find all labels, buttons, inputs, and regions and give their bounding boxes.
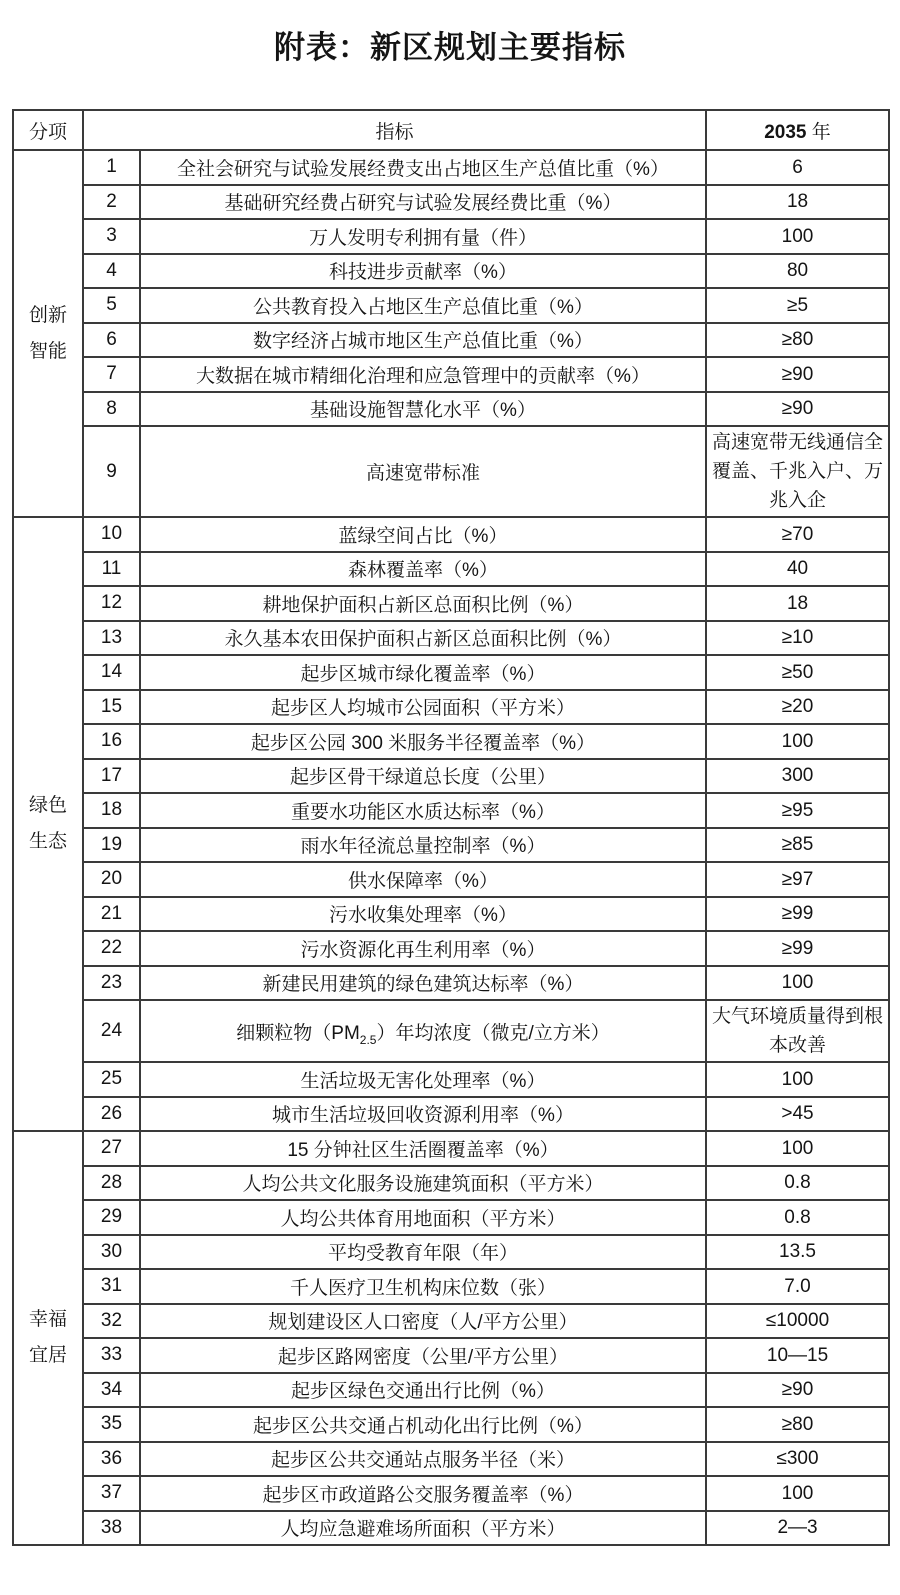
indicator-cell: 永久基本农田保护面积占新区总面积比例（%）: [140, 621, 706, 656]
indicator-text: ）年均浓度（微克/立方米）: [376, 1022, 610, 1044]
table-row: [13, 1235, 889, 1270]
value-cell: ≤300: [706, 1442, 889, 1477]
row-number-cell: 19: [83, 828, 140, 863]
value-cell: 100: [706, 966, 889, 1001]
indicator-cell: 数字经济占城市地区生产总值比重（%）: [140, 323, 706, 358]
indicator-cell: 起步区路网密度（公里/平方公里）: [140, 1338, 706, 1373]
table-row: [13, 1097, 889, 1132]
row-number-cell: 8: [83, 392, 140, 427]
row-number-cell: 1: [83, 150, 140, 185]
table-row: [13, 931, 889, 966]
row-number-cell: 36: [83, 1442, 140, 1477]
indicator-cell: 供水保障率（%）: [140, 862, 706, 897]
row-number-cell: 20: [83, 862, 140, 897]
header-row: [13, 110, 889, 150]
row-number-cell: 3: [83, 219, 140, 254]
table-row: [13, 1338, 889, 1373]
category-label-line: 创新: [28, 304, 67, 326]
value-cell: ≥90: [706, 392, 889, 427]
indicators-table: [12, 109, 890, 1546]
indicator-text: 细颗粒物（PM: [236, 1022, 360, 1044]
category-label-line: 生态: [28, 831, 67, 852]
row-number-cell: 28: [83, 1166, 140, 1201]
category-cell: [13, 150, 83, 517]
table-row: [13, 517, 889, 552]
row-number-cell: 26: [83, 1097, 140, 1132]
row-number-cell: 33: [83, 1338, 140, 1373]
table-row: [13, 323, 889, 358]
row-number-cell: 7: [83, 357, 140, 392]
value-cell: 大气环境质量得到根本改善: [706, 1000, 889, 1062]
value-cell: 6: [706, 150, 889, 185]
row-number-cell: 35: [83, 1407, 140, 1442]
table-row: [13, 1373, 889, 1408]
indicator-cell: 高速宽带标准: [140, 426, 706, 517]
table-row: [13, 724, 889, 759]
row-number-cell: 16: [83, 724, 140, 759]
row-number-cell: 18: [83, 793, 140, 828]
header-category: 分项: [13, 110, 83, 150]
indicators-table-container: [12, 109, 888, 1546]
row-number-cell: 5: [83, 288, 140, 323]
indicator-cell: 新建民用建筑的绿色建筑达标率（%）: [140, 966, 706, 1001]
indicator-cell: 城市生活垃圾回收资源利用率（%）: [140, 1097, 706, 1132]
value-cell: 高速宽带无线通信全覆盖、千兆入户、万兆入企: [706, 426, 889, 517]
table-row: [13, 1269, 889, 1304]
row-number-cell: 17: [83, 759, 140, 794]
table-row: [13, 621, 889, 656]
indicator-subscript: 2.5: [359, 1032, 377, 1047]
table-row: [13, 1407, 889, 1442]
indicator-cell: 起步区公共交通占机动化出行比例（%）: [140, 1407, 706, 1442]
row-number-cell: 2: [83, 185, 140, 220]
indicator-cell: 生活垃圾无害化处理率（%）: [140, 1062, 706, 1097]
table-row: [13, 552, 889, 587]
row-number-cell: 30: [83, 1235, 140, 1270]
table-row: [13, 1304, 889, 1339]
value-cell: 40: [706, 552, 889, 587]
header-year-suffix: 年: [806, 121, 831, 143]
row-number-cell: 14: [83, 655, 140, 690]
value-cell: 10—15: [706, 1338, 889, 1373]
indicator-cell: 起步区人均城市公园面积（平方米）: [140, 690, 706, 725]
table-row: [13, 586, 889, 621]
table-row: [13, 185, 889, 220]
indicators-table-body: [13, 150, 889, 1545]
value-cell: 100: [706, 724, 889, 759]
value-cell: 18: [706, 586, 889, 621]
indicator-cell: 人均公共文化服务设施建筑面积（平方米）: [140, 1166, 706, 1201]
value-cell: 0.8: [706, 1200, 889, 1235]
table-row: [13, 1062, 889, 1097]
table-row: [13, 655, 889, 690]
indicator-cell: 15 分钟社区生活圈覆盖率（%）: [140, 1131, 706, 1166]
value-cell: ≥90: [706, 1373, 889, 1408]
indicator-cell: 雨水年径流总量控制率（%）: [140, 828, 706, 863]
document-page: [0, 22, 900, 1546]
value-cell: 80: [706, 254, 889, 289]
value-cell: ≥97: [706, 862, 889, 897]
indicator-cell: 规划建设区人口密度（人/平方公里）: [140, 1304, 706, 1339]
table-row: [13, 288, 889, 323]
value-cell: 2—3: [706, 1511, 889, 1546]
table-row: [13, 897, 889, 932]
row-number-cell: 10: [83, 517, 140, 552]
table-row: [13, 1000, 889, 1062]
row-number-cell: 6: [83, 323, 140, 358]
indicator-cell: 大数据在城市精细化治理和应急管理中的贡献率（%）: [140, 357, 706, 392]
header-year: [706, 110, 889, 150]
category-label-line: 绿色: [28, 795, 67, 816]
row-number-cell: 31: [83, 1269, 140, 1304]
row-number-cell: 25: [83, 1062, 140, 1097]
value-cell: ≥80: [706, 1407, 889, 1442]
table-row: [13, 1511, 889, 1546]
table-row: [13, 1200, 889, 1235]
row-number-cell: 29: [83, 1200, 140, 1235]
value-cell: 18: [706, 185, 889, 220]
indicator-cell: 污水资源化再生利用率（%）: [140, 931, 706, 966]
value-cell: ≥85: [706, 828, 889, 863]
table-row: [13, 392, 889, 427]
value-cell: 100: [706, 1062, 889, 1097]
table-row: [13, 1166, 889, 1201]
row-number-cell: 34: [83, 1373, 140, 1408]
value-cell: ≤10000: [706, 1304, 889, 1339]
header-year-number: 2035: [764, 121, 807, 143]
indicator-cell: [140, 1000, 706, 1062]
indicator-cell: 起步区城市绿化覆盖率（%）: [140, 655, 706, 690]
table-row: [13, 254, 889, 289]
indicator-cell: 起步区公共交通站点服务半径（米）: [140, 1442, 706, 1477]
table-row: [13, 1476, 889, 1511]
row-number-cell: 21: [83, 897, 140, 932]
value-cell: 100: [706, 1131, 889, 1166]
value-cell: 7.0: [706, 1269, 889, 1304]
value-cell: ≥20: [706, 690, 889, 725]
indicator-cell: 起步区绿色交通出行比例（%）: [140, 1373, 706, 1408]
table-row: [13, 759, 889, 794]
table-row: [13, 862, 889, 897]
row-number-cell: 38: [83, 1511, 140, 1546]
value-cell: 300: [706, 759, 889, 794]
row-number-cell: 15: [83, 690, 140, 725]
value-cell: ≥99: [706, 931, 889, 966]
category-label-line: 幸福: [28, 1309, 67, 1330]
value-cell: >45: [706, 1097, 889, 1132]
table-row: [13, 219, 889, 254]
page-title: 附表：新区规划主要指标: [274, 30, 626, 65]
value-cell: ≥95: [706, 793, 889, 828]
indicator-cell: 起步区公园 300 米服务半径覆盖率（%）: [140, 724, 706, 759]
row-number-cell: 32: [83, 1304, 140, 1339]
indicator-cell: 起步区骨干绿道总长度（公里）: [140, 759, 706, 794]
table-row: [13, 828, 889, 863]
table-row: [13, 1131, 889, 1166]
indicator-cell: 基础研究经费占研究与试验发展经费比重（%）: [140, 185, 706, 220]
category-label-line: 智能: [28, 340, 67, 362]
row-number-cell: 22: [83, 931, 140, 966]
value-cell: ≥5: [706, 288, 889, 323]
table-row: [13, 1442, 889, 1477]
row-number-cell: 12: [83, 586, 140, 621]
indicator-cell: 人均应急避难场所面积（平方米）: [140, 1511, 706, 1546]
value-cell: ≥10: [706, 621, 889, 656]
row-number-cell: 24: [83, 1000, 140, 1062]
indicator-cell: 森林覆盖率（%）: [140, 552, 706, 587]
value-cell: ≥99: [706, 897, 889, 932]
value-cell: ≥80: [706, 323, 889, 358]
value-cell: 13.5: [706, 1235, 889, 1270]
indicator-cell: 基础设施智慧化水平（%）: [140, 392, 706, 427]
indicator-cell: 公共教育投入占地区生产总值比重（%）: [140, 288, 706, 323]
indicator-cell: 耕地保护面积占新区总面积比例（%）: [140, 586, 706, 621]
indicator-cell: 污水收集处理率（%）: [140, 897, 706, 932]
table-row: [13, 966, 889, 1001]
header-indicator: 指标: [83, 110, 706, 150]
indicator-cell: 平均受教育年限（年）: [140, 1235, 706, 1270]
value-cell: 0.8: [706, 1166, 889, 1201]
value-cell: ≥50: [706, 655, 889, 690]
table-row: [13, 793, 889, 828]
indicator-cell: 重要水功能区水质达标率（%）: [140, 793, 706, 828]
indicator-cell: 千人医疗卫生机构床位数（张）: [140, 1269, 706, 1304]
value-cell: ≥70: [706, 517, 889, 552]
value-cell: 100: [706, 1476, 889, 1511]
row-number-cell: 37: [83, 1476, 140, 1511]
row-number-cell: 11: [83, 552, 140, 587]
row-number-cell: 4: [83, 254, 140, 289]
indicator-cell: 科技进步贡献率（%）: [140, 254, 706, 289]
table-row: [13, 690, 889, 725]
table-row: [13, 357, 889, 392]
value-cell: ≥90: [706, 357, 889, 392]
table-row: [13, 150, 889, 185]
indicator-cell: 全社会研究与试验发展经费支出占地区生产总值比重（%）: [140, 150, 706, 185]
indicator-cell: 人均公共体育用地面积（平方米）: [140, 1200, 706, 1235]
row-number-cell: 9: [83, 426, 140, 517]
table-row: [13, 426, 889, 517]
row-number-cell: 27: [83, 1131, 140, 1166]
row-number-cell: 23: [83, 966, 140, 1001]
category-cell: [13, 517, 83, 1131]
category-cell: [13, 1131, 83, 1545]
indicator-cell: 万人发明专利拥有量（件）: [140, 219, 706, 254]
indicator-cell: 蓝绿空间占比（%）: [140, 517, 706, 552]
value-cell: 100: [706, 219, 889, 254]
indicator-cell: 起步区市政道路公交服务覆盖率（%）: [140, 1476, 706, 1511]
category-label-line: 宜居: [28, 1345, 67, 1366]
row-number-cell: 13: [83, 621, 140, 656]
